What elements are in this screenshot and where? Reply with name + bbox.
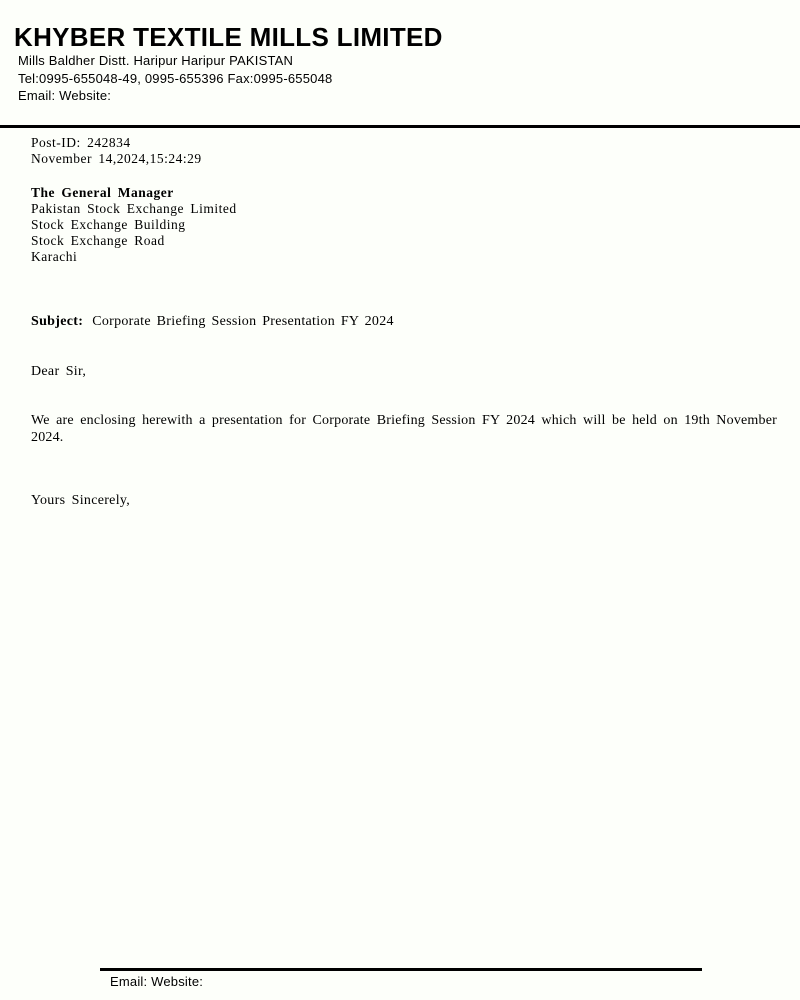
footer-divider (100, 968, 702, 971)
header-divider (0, 125, 800, 128)
closing: Yours Sincerely, (31, 493, 131, 508)
post-id: Post-ID: 242834 (31, 135, 131, 150)
subject-label: Subject: (31, 314, 84, 329)
letterhead-contact-block (18, 52, 332, 105)
recipient-line: Pakistan Stock Exchange Limited (31, 201, 237, 216)
subject-line (31, 313, 777, 330)
recipient-line: Stock Exchange Road (31, 233, 165, 248)
recipient-block (31, 185, 777, 265)
date-line: November 14,2024,15:24:29 (31, 151, 202, 166)
recipient-line: Stock Exchange Building (31, 217, 186, 232)
company-name: KHYBER TEXTILE MILLS LIMITED (14, 22, 443, 52)
recipient-title: The General Manager (31, 185, 174, 200)
recipient-line: Karachi (31, 249, 78, 264)
body-paragraph: We are enclosing herewith a presentation for Corporate Briefing Session FY 2024 which will be held on 19th November 2024. (31, 413, 777, 445)
letterhead-email-website-line: Email: Website: (18, 88, 112, 103)
letterhead-phone-line: Tel:0995-655048-49, 0995-655396 Fax:0995-655048 (18, 70, 333, 86)
letterhead-address-line: Mills Baldher Distt. Haripur Haripur PAKISTAN (18, 53, 294, 68)
subject-text: Corporate Briefing Session Presentation FY 2024 (92, 314, 394, 329)
letter-body (31, 135, 777, 509)
footer-email-website-line: Email: Website: (110, 974, 204, 989)
salutation: Dear Sir, (31, 364, 87, 379)
